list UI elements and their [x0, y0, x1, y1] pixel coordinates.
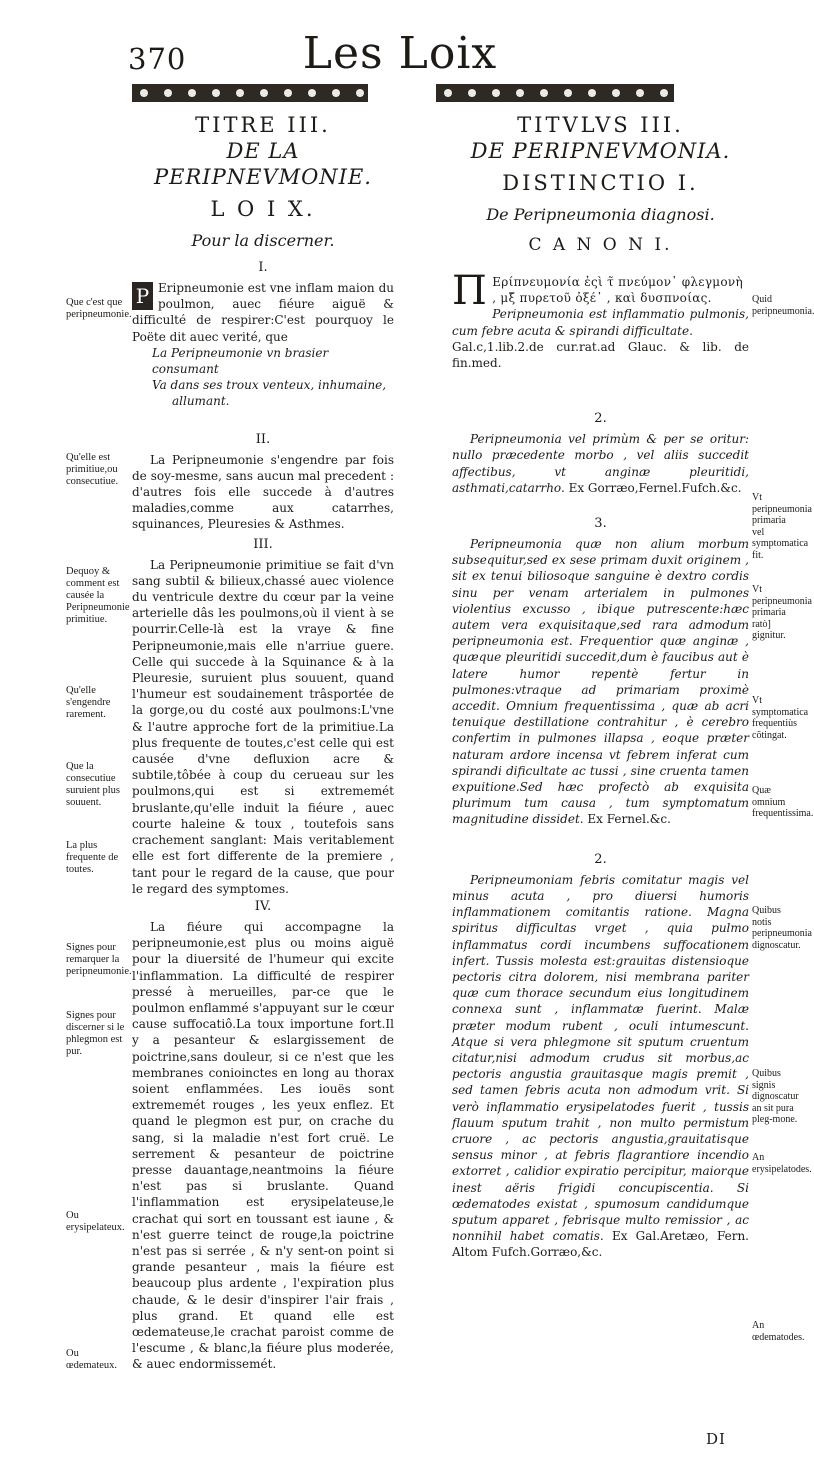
- latin-title: TITVLVS III.: [517, 113, 684, 137]
- greek-paragraph: [452, 268, 749, 314]
- margin-note: Quæ omnium frequentissima.: [752, 785, 814, 819]
- latin-reference: Ex Gorræo,Fernel.Fufch.&c.: [568, 480, 742, 495]
- french-section-number: I.: [258, 260, 268, 275]
- margin-note: Que c'est que peripneumonie.: [66, 297, 132, 320]
- margin-note: Vt symptomatica frequentiùs cõtingat.: [752, 695, 809, 741]
- latin-section-number: 3.: [594, 516, 607, 532]
- margin-note: Qu'elle est primitiue,ou consecutiue.: [66, 452, 119, 487]
- margin-note: Quibus notis peripneumonia dignoscatur.: [752, 905, 812, 951]
- french-law-subheading: Pour la discerner.: [191, 231, 335, 250]
- paragraph-text: Peripneumoniam febris comitatur magis vel minus acuta , pro diuersi humoris inflammationem comitantis ratione. Magna spiritus difficultas vrget , quia pulmo inflammatus cordi incumbens suffocationem infert. Tussis molesta est:grauitas distensioque pectoris citra dolorem, nisi membrana pariter quæ cum thorace secundum eius longitudinem connexa sunt , inflammatæ fuerint. Malæ præter modum rubent , oculi intumescunt. Atque si vera phlegmone sit sputum cruentum citatur,nisi admodum crudus sit morbus,ac pectoris angustia grauitasque magis premit , sed tamen febris acuta non admodum vrit. Si verò inflammatio erysipelatodes fuerit , tussis flauum sputum trahit , non multo permistum cruore , ac pectoris angustia,grauitatisque sensus minor , at febris flagrantiore incendio extorret , calidior expiratio percipitur, maiorque inest aëris frigidi concupiscentia. Si œdematodes existat , spumosum candidumque sputum apparet , febrisque multo remissior , ac nonnihil habet comatis.: [452, 872, 749, 1244]
- latin-paragraph: [452, 872, 749, 1261]
- latin-reference: Ex Fernel.&c.: [587, 812, 671, 827]
- french-paragraph: La fiéure qui accompagne la peripneumonie,est plus ou moins aiguë pour la diuersité de l'humeur qui excite l'inflammation. La difficulté de respirer pressé à merueilles, par-ce que le poulmon enflammé s'appuyant sur le cœur cause suffocatiô.La toux importune fort.Il y a pesanteur & eslargissement de poictrine,sans douleur, si ce n'est que les membranes conioinctes en long au thorax soient enflammées. Les iouës sont extrememét rouges , les yeux enflez. Et quand le plegmon est pur, on crache du sang, si la maladie n'est fort cruë. Le serrement & pesanteur de poictrine presse dauantage,neantmoins la fiéure n'est pas si bruslante. Quand l'inflammation est erysipelateuse,le crachat qui sort en toussant est iaune , & n'est guerre teinct de rouge,la poictrine n'est pas si serrée , & n'y sent-on point si grande pesanteur , mais la fiéure est beaucoup plus ardente , l'expiration plus chaude, & le desir d'inspirer l'air frais , plus grand. Et quand elle est œdemateuse,le crachat paroist comme de l'escume , & blanc,la fiéure plus moderée, & auec endormissemét.: [132, 919, 394, 1372]
- french-section-number: III.: [253, 536, 273, 552]
- running-title: Les Loix: [302, 28, 498, 79]
- verse-line: La Peripneumonie vn brasier consumant: [152, 345, 329, 377]
- margin-note: La plus frequente de toutes.: [66, 840, 119, 875]
- margin-note: Quid peripneumonia.: [752, 294, 814, 317]
- page-number: 370: [128, 42, 187, 76]
- french-paragraph: [132, 280, 394, 345]
- margin-note: Vt peripneumonia primaria vel symptomatica fit.: [752, 492, 812, 561]
- latin-distinction: DISTINCTIO I.: [502, 171, 699, 195]
- ornament-band-left: [132, 84, 368, 102]
- french-column: [132, 112, 394, 1373]
- latin-section-number: 2.: [594, 411, 607, 427]
- latin-section-number: 2.: [594, 851, 607, 867]
- drop-cap: Π: [452, 268, 488, 314]
- verse-line: allumant.: [172, 394, 230, 409]
- latin-reference: Ex Gal.Aretæo, Fern. Altom Fufch.Gorræo,&c.: [452, 1229, 749, 1260]
- margin-note: Dequoy & comment est causée la Peripneumonie primitiue.: [66, 566, 130, 625]
- french-paragraph: La Peripneumonie s'engendre par fois de soy-mesme, sans aucun mal precedent : d'autres fois elle succede à d'autres maladies,comme aux catarrhes, squinances, Pleuresies & Asthmes.: [132, 452, 394, 532]
- paragraph-text: Peripneumonia vel primùm & per se oritur: nullo præcedente morbo , vel aliis succedit affectibus, vt anginæ pleuritidi, asthmati,catarrho.: [452, 432, 749, 495]
- latin-paragraph: [452, 431, 749, 496]
- margin-note: Signes pour discerner si le phlegmon est pur.: [66, 1010, 125, 1057]
- french-section-number: IV.: [254, 898, 272, 914]
- margin-note: Ou œdemateux.: [66, 1348, 118, 1371]
- margin-note: Qu'elle s'engendre rarement.: [66, 685, 111, 720]
- margin-note: Vt peripneumonia primaria ratò] gignitur.: [752, 584, 812, 641]
- margin-note: An erysipelatodes.: [752, 1152, 812, 1175]
- paragraph-text: Eripneumonie est vne inflam maion du poulmon, auec fiéure aiguë & difficulté de respirer:C'est pourquoy le Poëte dit auec verité, que: [132, 281, 394, 344]
- french-subtitle: DE LA PERIPNEVMONIE.: [154, 139, 372, 189]
- catchword: DI: [706, 1430, 726, 1448]
- latin-subtitle: DE PERIPNEVMONIA.: [470, 139, 731, 163]
- greek-text: Ερίπνευμονία ἐςὶ τ̃ πνεύμον᾽ φλεγμονὴ , μξ̃ πυρετοῦ ὀξέ᾽ , καὶ δυσπνοίας.: [492, 275, 744, 306]
- french-section-number: II.: [255, 431, 271, 447]
- latin-canon: C A N O N I.: [528, 235, 673, 255]
- margin-note: Quibus signis dignoscatur an sit pura pleg-mone.: [752, 1068, 799, 1125]
- ornament-band-right: [436, 84, 674, 102]
- margin-note: An œdematodes.: [752, 1320, 805, 1343]
- french-law-heading: L O I X.: [210, 197, 316, 221]
- french-title: TITRE III.: [195, 113, 331, 137]
- latin-subheading: De Peripneumonia diagnosi.: [486, 205, 715, 224]
- verse-line: Va dans ses troux venteux, inhumaine,: [152, 378, 387, 393]
- margin-note: Signes pour remarquer la peripneumonie.: [66, 942, 132, 977]
- latin-paragraph: Peripneumonia est inflammatio pulmonis, cum febre acuta & spirandi difficultate.: [452, 307, 749, 338]
- french-paragraph: La Peripneumonie primitiue se fait d'vn sang subtil & bilieux,chassé auec violence du ventricule dextre du cœur par la veine arterielle dâs les poulmons,où il vient à se pourrir.Celle-là est la vraye & fine Peripneumonie,mais elle n'arriue guere. Celle qui succede à la Squinance & à la Pleuresie, suruient plus souuent, quand l'humeur est soudainement trâsportée de la gorge,ou du costé aux poulmons:L'vne & l'autre approche fort de la primitiue.La plus frequente de toutes,c'est celle qui est causée d'vne defluxion acre & subtile,tôbée à coup du cerueau sur les poulmons,qui est si extrememét bruslante,qu'elle induit la fiéure , auec courte haleine & toux , toutefois sans crachement sanglant: Mais veritablement elle est fort differente de la premiere , tant pour le regard de la cause, que pour le regard des symptomes.: [132, 557, 394, 896]
- paragraph-text: Peripneumonia quæ non alium morbum subsequitur,sed ex sese primam duxit originem , sit ex tenui biliosoque sanguine è dextro cordis sinu per venam arterialem in pulmones violentius excusso , ibique putrescente:hæc autem vera exquisitaque,sed rara admodum peripneumonia est. Frequentior quæ anginæ , quæque pleuritidi succedit,dum è faucibus aut è latere humor repentè fertur in pulmones:vtraque ad primariam proximè accedit. Omnium frequentissima , quæ ab acri tenuique destillatione contrahitur , è cerebro confertim in pulmones illapsa , eoque præter naturam ardore incensa vt febrem inferat cum spirandi dificultate ac tussi , sine cruenta tamen expuitione.Sed hæc profectò ab exquisita plurimum tum causa , tum symptomatum magnitudine dissidet.: [452, 537, 749, 827]
- margin-note: Ou erysipelateux.: [66, 1210, 125, 1233]
- margin-note: Que la consecutiue suruient plus souuent.: [66, 761, 120, 808]
- latin-paragraph: [452, 536, 749, 828]
- latin-reference: Gal.c,1.lib.2.de cur.rat.ad Glauc. & lib. de fin.med.: [452, 339, 749, 371]
- latin-column: [452, 112, 749, 1261]
- drop-cap: P: [132, 282, 153, 310]
- page-header: [0, 18, 800, 79]
